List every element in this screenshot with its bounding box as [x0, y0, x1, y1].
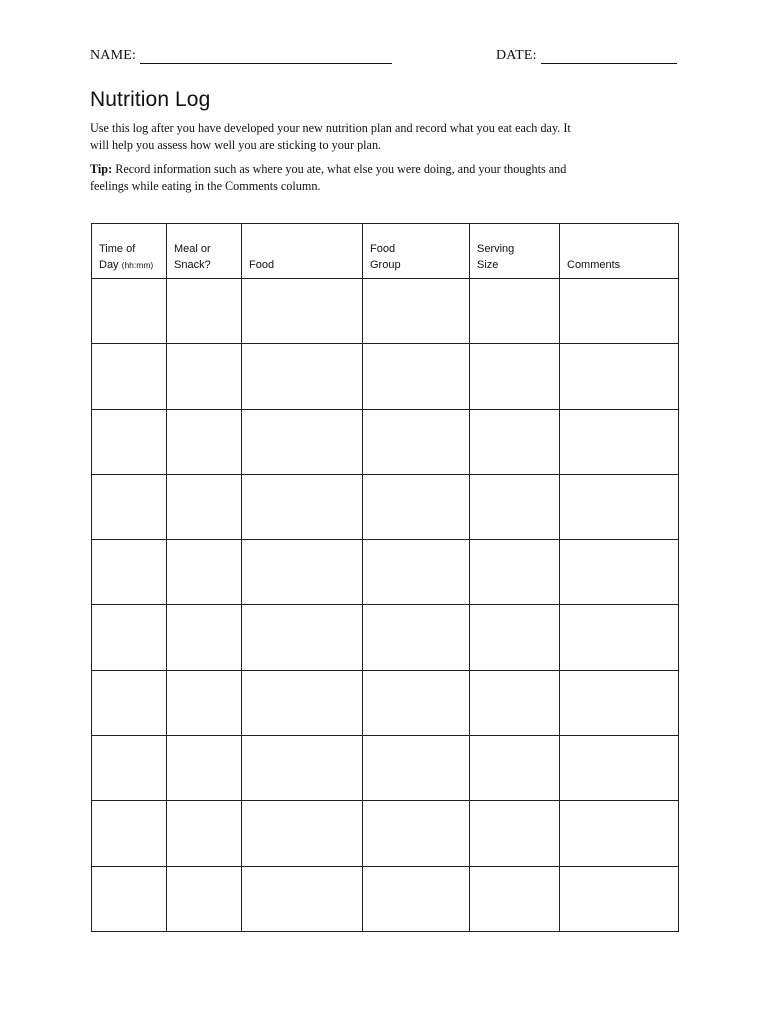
- column-header-line: Serving: [477, 243, 515, 255]
- table-cell-comments[interactable]: [560, 409, 679, 474]
- date-label: DATE:: [496, 48, 537, 63]
- table-cell-comments[interactable]: [560, 540, 679, 605]
- table-cell-serving-size[interactable]: [470, 474, 560, 539]
- table-row: [92, 801, 679, 866]
- table-cell-food-group[interactable]: [363, 540, 470, 605]
- table-cell-comments[interactable]: [560, 866, 679, 931]
- table-row: [92, 540, 679, 605]
- table-cell-time-of-day[interactable]: [92, 801, 167, 866]
- table-cell-meal-or-snack[interactable]: [167, 801, 242, 866]
- table-cell-comments[interactable]: [560, 605, 679, 670]
- date-blank-line[interactable]: [541, 49, 677, 64]
- table-cell-meal-or-snack[interactable]: [167, 344, 242, 409]
- column-header-serving-size: [470, 224, 560, 279]
- table-cell-food-group[interactable]: [363, 866, 470, 931]
- column-header-line: Food: [249, 259, 275, 271]
- column-header-line: Snack?: [174, 259, 211, 271]
- column-header-line: Group: [370, 259, 401, 271]
- table-cell-comments[interactable]: [560, 279, 679, 344]
- table-cell-serving-size[interactable]: [470, 540, 560, 605]
- table-cell-food-group[interactable]: [363, 605, 470, 670]
- table-cell-time-of-day[interactable]: [92, 670, 167, 735]
- table-cell-serving-size[interactable]: [470, 605, 560, 670]
- column-header-comments: [560, 224, 679, 279]
- column-header-line: Day: [99, 259, 119, 271]
- table-cell-food[interactable]: [242, 279, 363, 344]
- table-cell-food[interactable]: [242, 866, 363, 931]
- table-cell-serving-size[interactable]: [470, 866, 560, 931]
- table-cell-food-group[interactable]: [363, 474, 470, 539]
- table-cell-meal-or-snack[interactable]: [167, 540, 242, 605]
- table-cell-serving-size[interactable]: [470, 736, 560, 801]
- table-cell-food-group[interactable]: [363, 736, 470, 801]
- table-cell-serving-size[interactable]: [470, 670, 560, 735]
- table-row: [92, 670, 679, 735]
- intro-paragraph: Use this log after you have developed your new nutrition plan and record what you eat each day. It will help you assess how well you are sticking to your plan.: [90, 121, 571, 152]
- nutrition-log-table: [91, 223, 679, 932]
- tip-paragraph: [90, 161, 590, 194]
- table-cell-time-of-day[interactable]: [92, 279, 167, 344]
- table-cell-food-group[interactable]: [363, 344, 470, 409]
- table-cell-serving-size[interactable]: [470, 279, 560, 344]
- table-cell-time-of-day[interactable]: [92, 409, 167, 474]
- column-header-line: Meal or: [174, 243, 211, 255]
- column-header-food: [242, 224, 363, 279]
- table-cell-food-group[interactable]: [363, 409, 470, 474]
- table-row: [92, 474, 679, 539]
- table-cell-meal-or-snack[interactable]: [167, 474, 242, 539]
- table-cell-food[interactable]: [242, 344, 363, 409]
- table-cell-meal-or-snack[interactable]: [167, 866, 242, 931]
- table-body: [92, 279, 679, 932]
- table-row: [92, 409, 679, 474]
- column-header-line: Food: [370, 243, 396, 255]
- table-header-row: [92, 224, 679, 279]
- table-cell-time-of-day[interactable]: [92, 736, 167, 801]
- table-cell-comments[interactable]: [560, 474, 679, 539]
- table-cell-serving-size[interactable]: [470, 801, 560, 866]
- table-cell-meal-or-snack[interactable]: [167, 736, 242, 801]
- table-cell-food[interactable]: [242, 409, 363, 474]
- page-title: Nutrition Log: [90, 88, 211, 111]
- table-cell-meal-or-snack[interactable]: [167, 605, 242, 670]
- table-cell-food[interactable]: [242, 540, 363, 605]
- table-cell-time-of-day[interactable]: [92, 866, 167, 931]
- table-cell-comments[interactable]: [560, 670, 679, 735]
- table-cell-time-of-day[interactable]: [92, 540, 167, 605]
- table-cell-food[interactable]: [242, 801, 363, 866]
- table-row: [92, 605, 679, 670]
- table-cell-meal-or-snack[interactable]: [167, 670, 242, 735]
- table-cell-food[interactable]: [242, 605, 363, 670]
- column-header-time-of-day: [92, 224, 167, 279]
- table-cell-serving-size[interactable]: [470, 344, 560, 409]
- table-cell-comments[interactable]: [560, 344, 679, 409]
- column-header-unit: (hh:mm): [121, 260, 154, 270]
- column-header-line: Time of: [99, 243, 136, 255]
- table-cell-time-of-day[interactable]: [92, 474, 167, 539]
- table-cell-meal-or-snack[interactable]: [167, 279, 242, 344]
- table-row: [92, 866, 679, 931]
- column-header-line: Size: [477, 259, 499, 271]
- tip-label: Tip:: [90, 162, 113, 176]
- tip-text: Record information such as where you ate, what else you were doing, and your thoughts and feelings while eating in the Comments column.: [90, 162, 567, 193]
- column-header-meal-or-snack: [167, 224, 242, 279]
- table-cell-comments[interactable]: [560, 736, 679, 801]
- table-cell-food-group[interactable]: [363, 279, 470, 344]
- table-cell-meal-or-snack[interactable]: [167, 409, 242, 474]
- table-cell-food-group[interactable]: [363, 801, 470, 866]
- name-field-group: [90, 44, 392, 64]
- table-cell-time-of-day[interactable]: [92, 344, 167, 409]
- table-row: [92, 344, 679, 409]
- name-label: NAME:: [90, 48, 137, 63]
- table-cell-comments[interactable]: [560, 801, 679, 866]
- date-field-group: [496, 44, 677, 64]
- table-cell-time-of-day[interactable]: [92, 605, 167, 670]
- table-cell-food-group[interactable]: [363, 670, 470, 735]
- table-cell-serving-size[interactable]: [470, 409, 560, 474]
- table-row: [92, 736, 679, 801]
- column-header-line: Comments: [567, 259, 621, 271]
- table-row: [92, 279, 679, 344]
- table-cell-food[interactable]: [242, 474, 363, 539]
- name-blank-line[interactable]: [140, 49, 392, 64]
- column-header-food-group: [363, 224, 470, 279]
- table-cell-food[interactable]: [242, 670, 363, 735]
- table-cell-food[interactable]: [242, 736, 363, 801]
